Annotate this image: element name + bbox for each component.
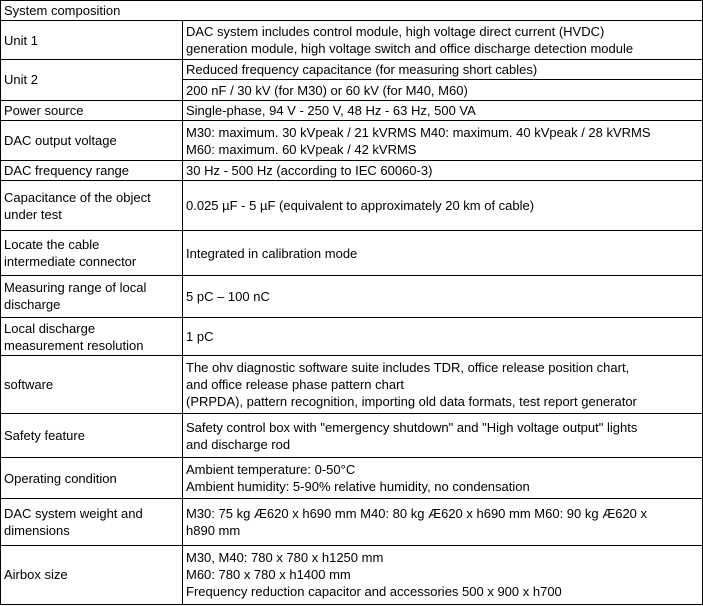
label-line: Measuring range of local [4,280,147,296]
table-row-power-source [1,100,703,120]
table-row-dac-output-voltage [1,121,703,161]
row-value [183,231,703,276]
row-label [1,356,183,414]
value-line: 5 pC – 100 nC [186,288,270,304]
row-value [183,356,703,414]
row-label [1,545,183,604]
value-line: M30, M40: 780 x 780 x h1250 mm [186,550,384,566]
row-value [183,414,703,458]
value-line: Safety control box with "emergency shutdown" and "High voltage output" lights [186,419,638,435]
row-label [1,21,183,60]
row-label [1,414,183,458]
row-label [1,458,183,499]
table-row-safety-feature [1,414,703,458]
value-line: h890 mm [186,522,241,538]
row-value [183,121,703,161]
label-line: Safety feature [4,428,85,444]
value-line: Ambient humidity: 5-90% relative humidity, no condensation [186,479,530,495]
row-label [1,121,183,161]
label-line: Capacitance of the object [4,189,151,205]
label-line: Unit 1 [4,32,38,48]
table-row-resolution [1,317,703,356]
table-row-cable-connector [1,231,703,276]
value-line: 30 Hz - 500 Hz (according to IEC 60060-3) [186,163,433,179]
row-value [183,498,703,545]
header-text: System composition [4,3,121,19]
value-line: DAC system includes control module, high voltage direct current (HVDC) [186,24,605,40]
value-line: Frequency reduction capacitor and accessories 500 x 900 x h700 [186,584,562,600]
table-row-operating-condition [1,458,703,499]
row-value [183,545,703,604]
table-row-measuring-range [1,275,703,317]
value-line: 1 pC [186,329,214,345]
value-line: M60: 780 x 780 x h1400 mm [186,567,351,583]
label-line: Operating condition [4,470,117,486]
table-row-unit-2 [1,60,703,80]
row-label [1,181,183,231]
header-row [1,1,703,21]
value-line: M60: maximum. 60 kVpeak / 42 kVRMS [186,141,417,157]
row-label [1,317,183,356]
row-label [1,275,183,317]
table-row-capacitance [1,181,703,231]
row-label [1,160,183,180]
value-line: M30: maximum. 30 kVpeak / 21 kVRMS M40: maximum. 40 kVpeak / 28 kVRMS [186,124,651,140]
table-row-weight-dimensions [1,498,703,545]
value-line: Integrated in calibration mode [186,245,358,261]
value-line: and office release phase pattern chart [186,377,405,393]
row-value [183,275,703,317]
header-cell [1,1,703,21]
label-line: DAC output voltage [4,133,117,148]
row-value [183,181,703,231]
label-line: under test [4,206,62,222]
value-line: M30: 75 kg Æ620 x h690 mm M40: 80 kg Æ620 x h690 mm M60: 90 kg Æ620 x [186,505,648,521]
row-label [1,100,183,120]
row-value [183,60,703,80]
value-line: Single-phase, 94 V - 250 V, 48 Hz - 63 Hz, 500 VA [186,102,476,118]
label-line: Power source [4,102,84,118]
table-row-dac-frequency-range [1,160,703,180]
label-line: software [4,377,54,393]
label-line: Airbox size [4,567,68,583]
value-line: 0.025 µF - 5 µF (equivalent to approximately 20 km of cable) [186,198,535,214]
row-value [183,317,703,356]
row-label [1,498,183,545]
table-row-software [1,356,703,414]
table-row-airbox-size [1,545,703,604]
row-value [183,458,703,499]
table-row-unit-1 [1,21,703,60]
label-line: Local discharge [4,320,96,336]
value-line: 200 nF / 30 kV (for M30) or 60 kV (for M40, M60) [186,82,468,98]
row-value [183,100,703,120]
value-line: (PRPDA), pattern recognition, importing old data formats, test report generator [186,394,637,410]
value-line: Reduced frequency capacitance (for measuring short cables) [186,62,538,78]
label-line: DAC frequency range [4,163,130,179]
label-line: DAC system weight and [4,505,143,521]
label-line: Locate the cable [4,237,100,253]
row-value [183,160,703,180]
value-line: The ohv diagnostic software suite includes TDR, office release position chart, [186,360,630,376]
label-line: measurement resolution [4,337,144,353]
label-line: Unit 2 [4,72,38,88]
value-line: and discharge rod [186,436,291,452]
row-value [183,21,703,60]
value-line: Ambient temperature: 0-50°C [186,462,356,478]
label-line: dimensions [4,522,70,538]
row-label [1,231,183,276]
row-value [183,80,703,100]
label-line: discharge [4,297,61,313]
value-line: generation module, high voltage switch and office discharge detection module [186,41,634,57]
label-line: intermediate connector [4,254,137,270]
row-label [1,60,183,101]
